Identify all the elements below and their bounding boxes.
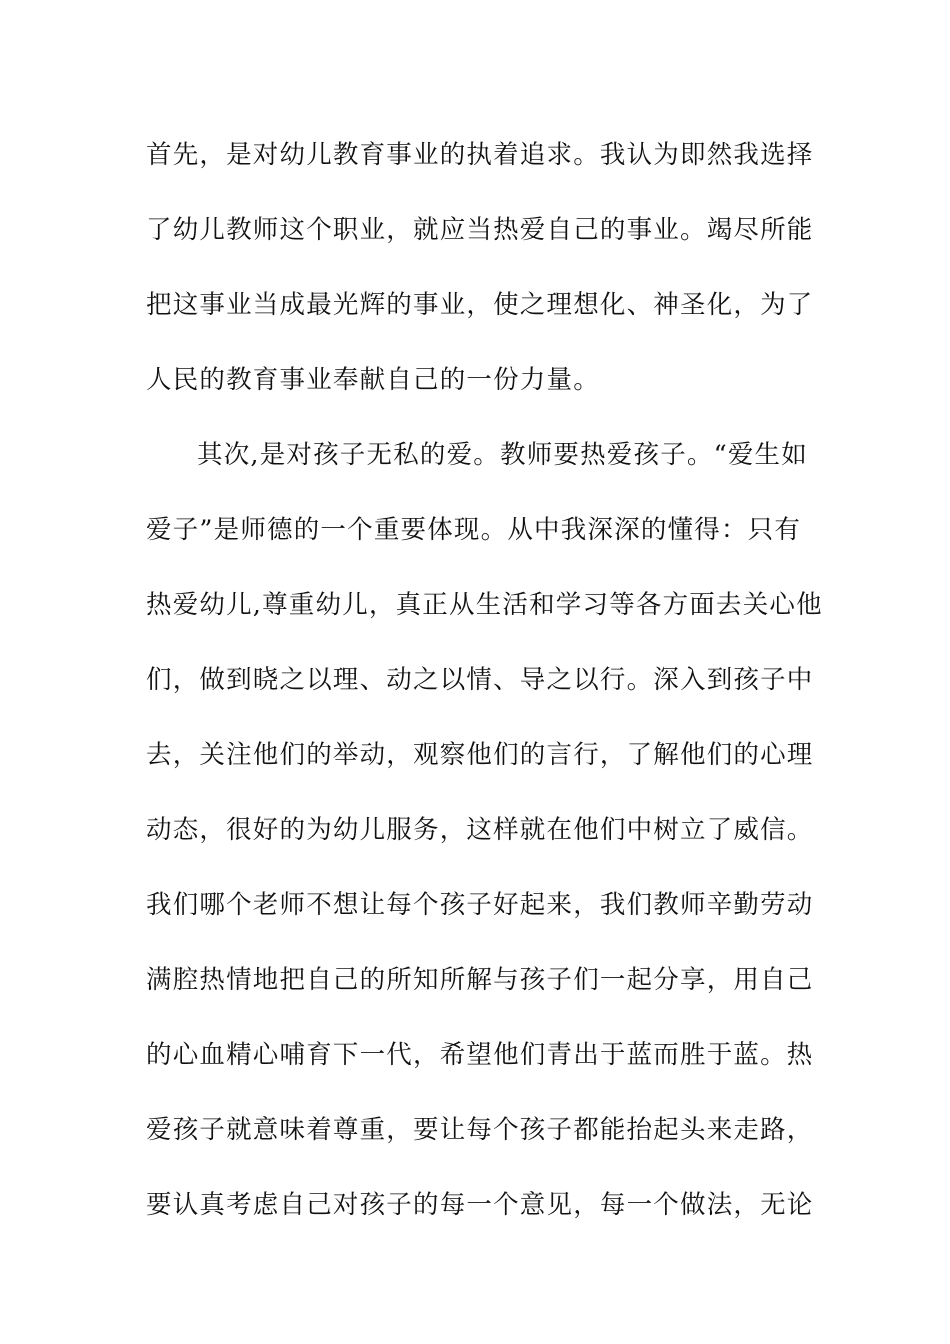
- text-line: 了幼儿教师这个职业，就应当热爱自己的事业。竭尽所能: [146, 215, 814, 245]
- text-line: 的心血精心哺育下一代，希望他们青出于蓝而胜于蓝。热: [146, 1040, 814, 1070]
- text-line: 们，做到晓之以理、动之以情、导之以行。深入到孩子中: [146, 665, 814, 695]
- text-line: 去，关注他们的举动，观察他们的言行，了解他们的心理: [146, 740, 814, 770]
- text-line: 人民的教育事业奉献自己的一份力量。: [146, 365, 600, 395]
- text-line: 爱子”是师德的一个重要体现。从中我深深的懂得：只有: [146, 515, 802, 545]
- text-line: 热爱幼儿,尊重幼儿，真正从生活和学习等各方面去关心他: [146, 590, 823, 620]
- text-line: 爱孩子就意味着尊重，要让每个孩子都能抬起头来走路，: [146, 1115, 814, 1145]
- text-line: 要认真考虑自己对孩子的每一个意见，每一个做法，无论: [146, 1190, 814, 1220]
- text-line: 把这事业当成最光辉的事业，使之理想化、神圣化，为了: [146, 290, 814, 320]
- text-line: 我们哪个老师不想让每个孩子好起来，我们教师辛勤劳动: [146, 890, 814, 920]
- paragraph-start-line: 其次,是对孩子无私的爱。教师要热爱孩子。“爱生如: [197, 440, 808, 470]
- text-line: 首先，是对幼儿教育事业的执着追求。我认为即然我选择: [146, 140, 814, 170]
- text-line: 满腔热情地把自己的所知所解与孩子们一起分享，用自己: [146, 965, 814, 995]
- text-line: 动态，很好的为幼儿服务，这样就在他们中树立了威信。: [146, 815, 814, 845]
- body-text: [146, 130, 823, 1255]
